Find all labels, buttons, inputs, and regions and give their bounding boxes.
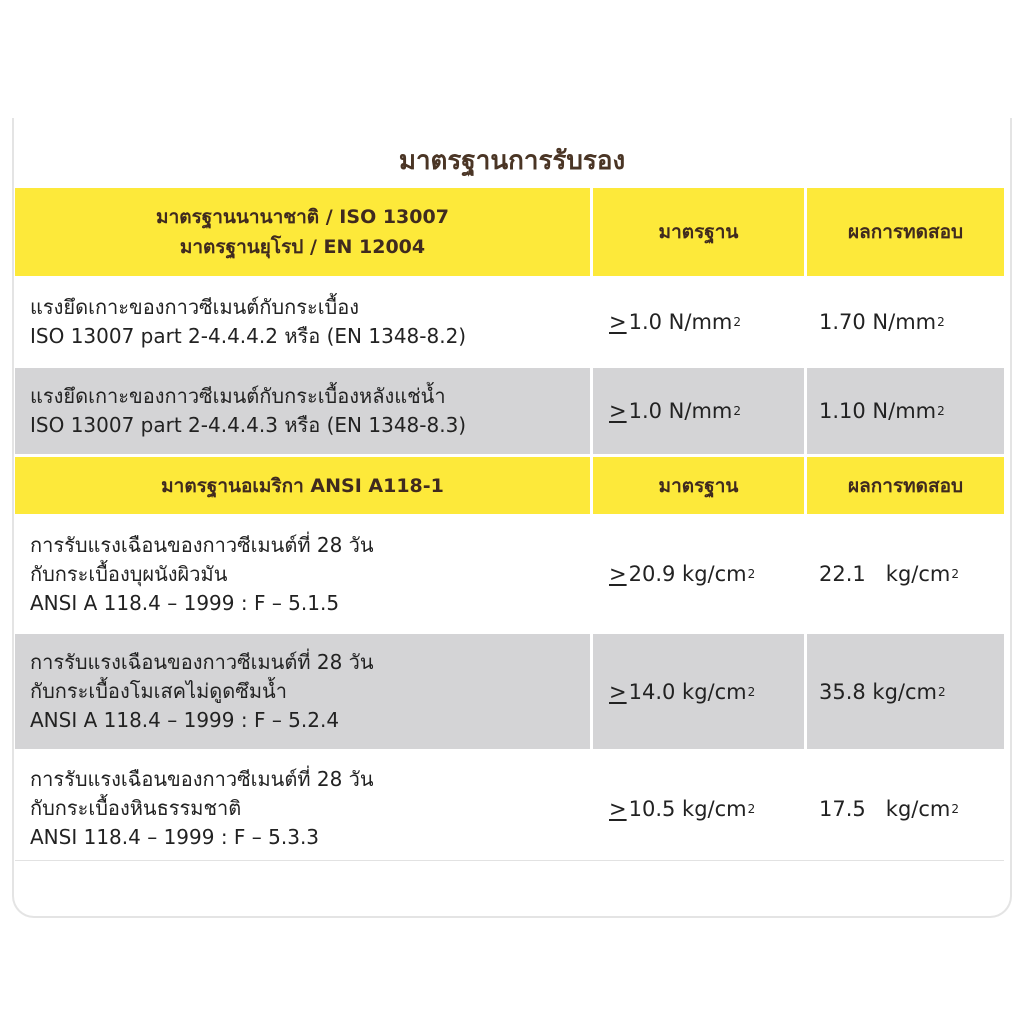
row-description bbox=[15, 752, 593, 865]
table-row bbox=[15, 517, 1004, 634]
header-standard: มาตรฐาน bbox=[593, 457, 807, 514]
header-result: ผลการทดสอบ bbox=[847, 474, 964, 497]
greater-equal-sign: > bbox=[609, 562, 627, 586]
result-value bbox=[807, 752, 1004, 865]
description-line: แรงยึดเกาะของกาวซีเมนต์กับกระเบื้องหลังแช่น้ำ bbox=[30, 384, 446, 408]
greater-equal-sign: > bbox=[609, 399, 627, 423]
greater-equal-sign: > bbox=[609, 310, 627, 334]
exponent: 2 bbox=[951, 567, 959, 581]
standard-number: 14.0 kg/cm bbox=[628, 679, 747, 704]
header-line-en: มาตรฐานยุโรป / EN 12004 bbox=[179, 236, 426, 258]
table-row bbox=[15, 368, 1004, 457]
standard-number: 20.9 kg/cm bbox=[628, 562, 747, 586]
standard-value bbox=[593, 517, 807, 631]
result-number: 1.70 N/mm bbox=[819, 310, 937, 334]
standard-value bbox=[593, 368, 807, 454]
table-header-american bbox=[15, 457, 1004, 517]
exponent: 2 bbox=[747, 801, 756, 816]
table-row bbox=[15, 279, 1004, 368]
description-line: การรับแรงเฉือนของกาวซีเมนต์ที่ 28 วัน bbox=[30, 767, 374, 791]
header-line-iso: มาตรฐานนานาชาติ / ISO 13007 bbox=[156, 206, 449, 228]
exponent: 2 bbox=[937, 315, 945, 329]
result-number: 1.10 N/mm bbox=[819, 399, 937, 423]
exponent: 2 bbox=[747, 684, 756, 699]
exponent: 2 bbox=[733, 315, 742, 329]
description-line: ANSI A 118.4 – 1999 : F – 5.1.5 bbox=[30, 590, 340, 615]
result-value bbox=[807, 517, 1004, 631]
result-number: 35.8 kg/cm bbox=[819, 679, 938, 704]
table-header-international bbox=[15, 188, 1004, 279]
description-line: ISO 13007 part 2-4.4.4.3 หรือ (EN 1348-8.3) bbox=[30, 413, 467, 437]
exponent: 2 bbox=[938, 684, 946, 699]
greater-equal-sign: > bbox=[609, 796, 627, 821]
description-line: ANSI 118.4 – 1999 : F – 5.3.3 bbox=[30, 825, 320, 849]
result-value bbox=[807, 368, 1004, 454]
header-standard: มาตรฐาน bbox=[593, 188, 807, 276]
result-number: 17.5 kg/cm bbox=[819, 796, 951, 821]
result-value bbox=[807, 279, 1004, 365]
description-line: กับกระเบื้องหินธรรมชาติ bbox=[30, 796, 242, 820]
table-row bbox=[15, 752, 1004, 865]
description-line: ISO 13007 part 2-4.4.4.2 หรือ (EN 1348-8.2) bbox=[30, 324, 467, 348]
description-line: การรับแรงเฉือนของกาวซีเมนต์ที่ 28 วัน bbox=[30, 532, 374, 557]
header-standard-name: มาตรฐานอเมริกา ANSI A118-1 bbox=[15, 457, 593, 514]
row-description bbox=[15, 279, 593, 365]
table-bottom-divider bbox=[15, 860, 1004, 861]
standard-value bbox=[593, 279, 807, 365]
table-row bbox=[15, 634, 1004, 752]
header-result: ผลการทดสอบ bbox=[847, 221, 964, 243]
certification-table bbox=[15, 188, 1004, 865]
description-line: กับกระเบื้องโมเสคไม่ดูดซึมน้ำ bbox=[30, 679, 287, 703]
row-description bbox=[15, 634, 593, 749]
exponent: 2 bbox=[747, 567, 756, 581]
row-description bbox=[15, 517, 593, 631]
description-line: แรงยึดเกาะของกาวซีเมนต์กับกระเบื้อง bbox=[30, 295, 360, 319]
greater-equal-sign: > bbox=[609, 679, 627, 704]
standard-number: 1.0 N/mm bbox=[628, 399, 733, 423]
standard-number: 10.5 kg/cm bbox=[628, 796, 747, 821]
result-value bbox=[807, 634, 1004, 749]
standard-value bbox=[593, 752, 807, 865]
page-title: มาตรฐานการรับรอง bbox=[398, 146, 626, 176]
standard-number: 1.0 N/mm bbox=[628, 310, 733, 334]
exponent: 2 bbox=[937, 404, 945, 418]
description-line: กับกระเบื้องบุผนังผิวมัน bbox=[30, 561, 228, 586]
description-line: ANSI A 118.4 – 1999 : F – 5.2.4 bbox=[30, 708, 340, 732]
standard-value bbox=[593, 634, 807, 749]
exponent: 2 bbox=[951, 801, 959, 816]
result-number: 22.1 kg/cm bbox=[819, 562, 951, 586]
row-description bbox=[15, 368, 593, 454]
description-line: การรับแรงเฉือนของกาวซีเมนต์ที่ 28 วัน bbox=[30, 650, 374, 674]
header-standard-name bbox=[15, 188, 593, 276]
exponent: 2 bbox=[733, 404, 742, 418]
